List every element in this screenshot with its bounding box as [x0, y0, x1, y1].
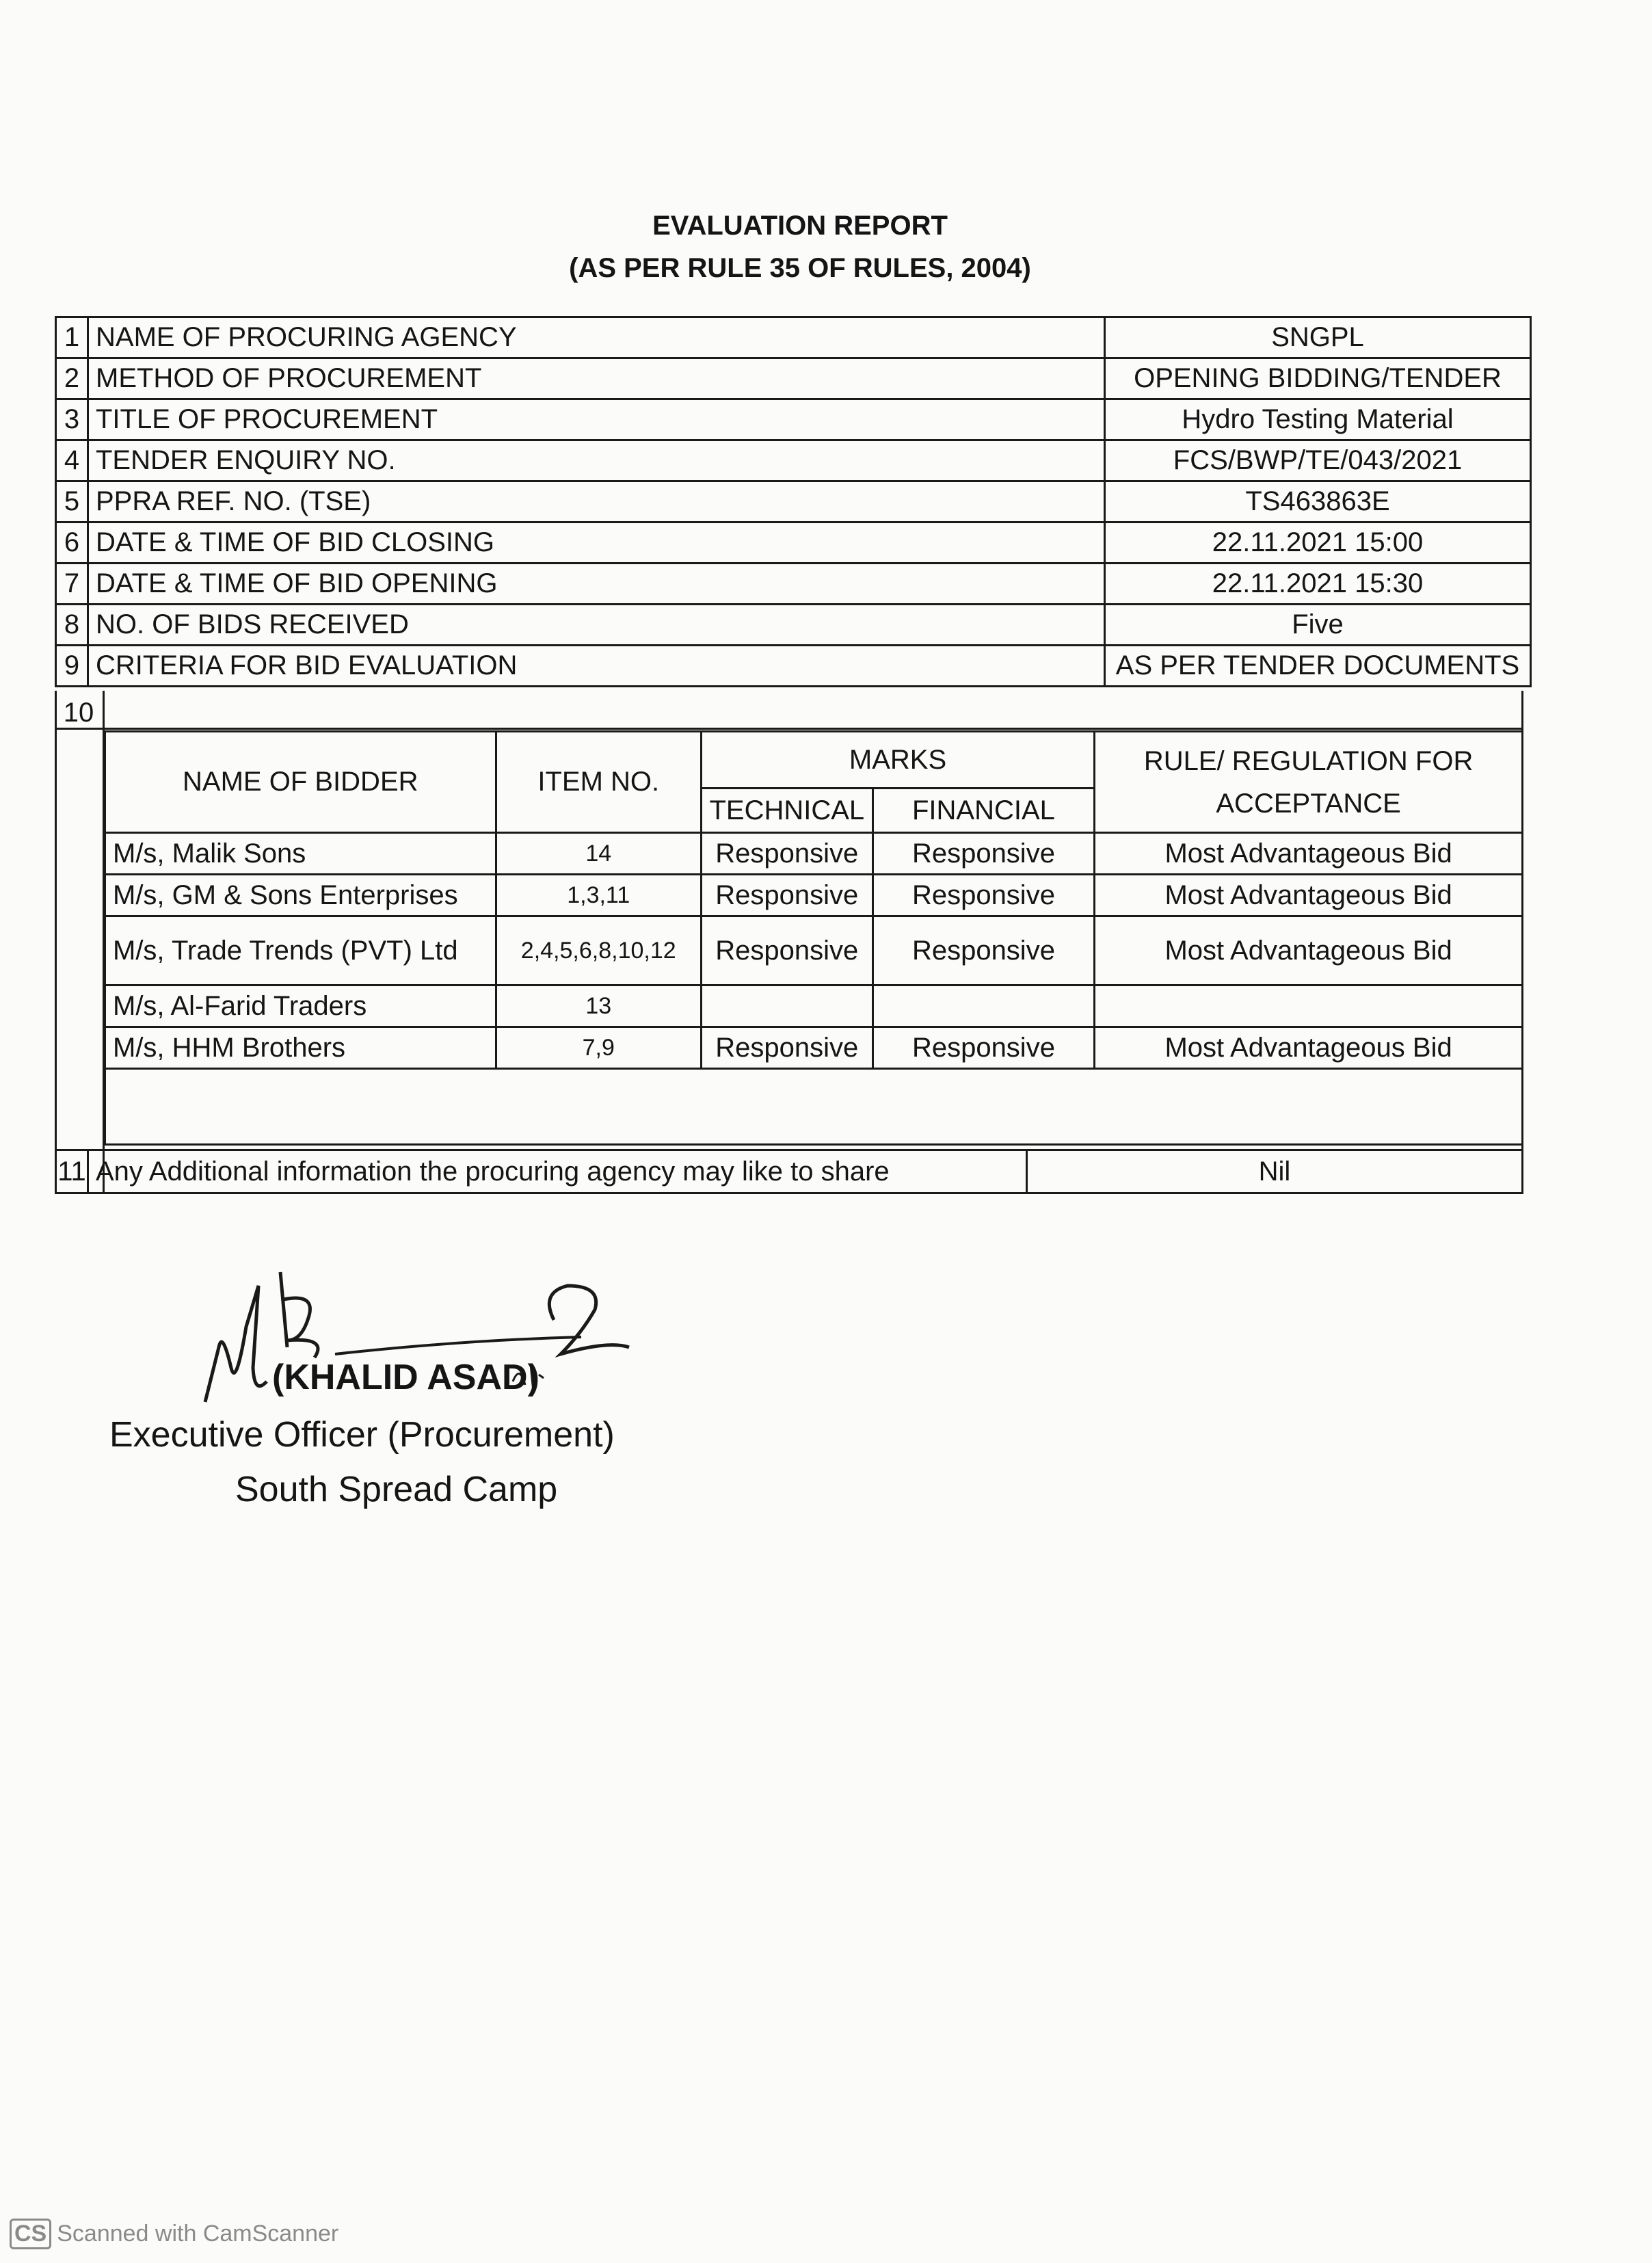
header-marks: MARKS [701, 732, 1094, 789]
bidder-row [105, 1027, 1523, 1069]
procurement-info-table [55, 316, 1532, 687]
info-row-value: TS463863E [1105, 481, 1531, 522]
info-row-label: METHOD OF PROCUREMENT [88, 358, 1105, 399]
info-row [56, 358, 1531, 399]
bidder-rule [1095, 985, 1523, 1027]
header-rule: RULE/ REGULATION FOR ACCEPTANCE [1095, 732, 1523, 833]
bidder-name: M/s, GM & Sons Enterprises [105, 875, 496, 916]
bidder-row [105, 916, 1523, 985]
camscanner-watermark [10, 2219, 338, 2249]
info-row-number: 1 [56, 317, 88, 358]
bidder-table [104, 730, 1523, 1146]
blank-row [105, 1069, 1523, 1145]
bidder-rule: Most Advantageous Bid [1095, 875, 1523, 916]
bidder-name: M/s, Trade Trends (PVT) Ltd [105, 916, 496, 985]
header-financial: FINANCIAL [872, 789, 1094, 833]
additional-info-value: Nil [1027, 1150, 1523, 1193]
bidder-financial [872, 985, 1094, 1027]
info-row-label: DATE & TIME OF BID CLOSING [88, 522, 1105, 564]
row-10-number: 10 [63, 698, 94, 728]
info-row-label: DATE & TIME OF BID OPENING [88, 564, 1105, 605]
additional-info-label: Any Additional information the procuring agency may like to share [88, 1150, 1027, 1193]
info-row-label: TENDER ENQUIRY NO. [88, 440, 1105, 481]
row-11-number: 11 [56, 1150, 88, 1193]
bidder-item-no: 7,9 [496, 1027, 701, 1069]
bidder-name: M/s, HHM Brothers [105, 1027, 496, 1069]
bidder-financial: Responsive [872, 875, 1094, 916]
header-name-of-bidder: NAME OF BIDDER [105, 732, 496, 833]
info-row-value: AS PER TENDER DOCUMENTS [1105, 646, 1531, 687]
info-row-label: NO. OF BIDS RECEIVED [88, 605, 1105, 646]
info-row [56, 605, 1531, 646]
bidder-row [105, 833, 1523, 875]
bidder-name: M/s, Malik Sons [105, 833, 496, 875]
info-row [56, 317, 1531, 358]
info-row-number: 5 [56, 481, 88, 522]
document-subtitle: (AS PER RULE 35 OF RULES, 2004) [569, 253, 1031, 283]
bidder-technical: Responsive [701, 1027, 872, 1069]
bidder-name: M/s, Al-Farid Traders [105, 985, 496, 1027]
signatory-name: (KHALID ASAD) [272, 1358, 539, 1397]
bidder-rule: Most Advantageous Bid [1095, 916, 1523, 985]
row-10-divider [55, 728, 1523, 730]
camscanner-logo-icon: CS [10, 2219, 51, 2249]
info-row-label: CRITERIA FOR BID EVALUATION [88, 646, 1105, 687]
bidder-financial: Responsive [872, 833, 1094, 875]
info-row [56, 399, 1531, 440]
info-row-value: FCS/BWP/TE/043/2021 [1105, 440, 1531, 481]
bidder-financial: Responsive [872, 916, 1094, 985]
info-row-value: OPENING BIDDING/TENDER [1105, 358, 1531, 399]
info-row-number: 4 [56, 440, 88, 481]
bidder-row [105, 985, 1523, 1027]
bidder-item-no: 1,3,11 [496, 875, 701, 916]
bidder-technical: Responsive [701, 916, 872, 985]
info-row-number: 7 [56, 564, 88, 605]
signatory-role: Executive Officer (Procurement) [109, 1415, 615, 1455]
info-row-number: 8 [56, 605, 88, 646]
bidder-technical: Responsive [701, 875, 872, 916]
bidder-item-no: 13 [496, 985, 701, 1027]
blank-cell [105, 1069, 1523, 1145]
header-technical: TECHNICAL [701, 789, 872, 833]
bidder-item-no: 14 [496, 833, 701, 875]
document-title: EVALUATION REPORT [652, 211, 948, 241]
info-row-value: Hydro Testing Material [1105, 399, 1531, 440]
bidder-financial: Responsive [872, 1027, 1094, 1069]
info-row-value: 22.11.2021 15:00 [1105, 522, 1531, 564]
info-row-value: Five [1105, 605, 1531, 646]
info-row [56, 564, 1531, 605]
info-row [56, 481, 1531, 522]
info-row-number: 2 [56, 358, 88, 399]
additional-info-row [55, 1149, 1523, 1194]
info-row-label: PPRA REF. NO. (TSE) [88, 481, 1105, 522]
info-row-number: 6 [56, 522, 88, 564]
info-row-number: 9 [56, 646, 88, 687]
info-row-number: 3 [56, 399, 88, 440]
bidder-rule: Most Advantageous Bid [1095, 1027, 1523, 1069]
bidder-row [105, 875, 1523, 916]
info-row [56, 440, 1531, 481]
info-row-label: TITLE OF PROCUREMENT [88, 399, 1105, 440]
header-item-no: ITEM NO. [496, 732, 701, 833]
info-row [56, 646, 1531, 687]
signatory-location: South Spread Camp [235, 1470, 558, 1509]
info-row-value: SNGPL [1105, 317, 1531, 358]
bidder-rule: Most Advantageous Bid [1095, 833, 1523, 875]
info-row-label: NAME OF PROCURING AGENCY [88, 317, 1105, 358]
info-row [56, 522, 1531, 564]
info-row-value: 22.11.2021 15:30 [1105, 564, 1531, 605]
bidder-item-no: 2,4,5,6,8,10,12 [496, 916, 701, 985]
camscanner-text: Scanned with CamScanner [57, 2221, 339, 2247]
bidder-technical: Responsive [701, 833, 872, 875]
bidder-technical [701, 985, 872, 1027]
